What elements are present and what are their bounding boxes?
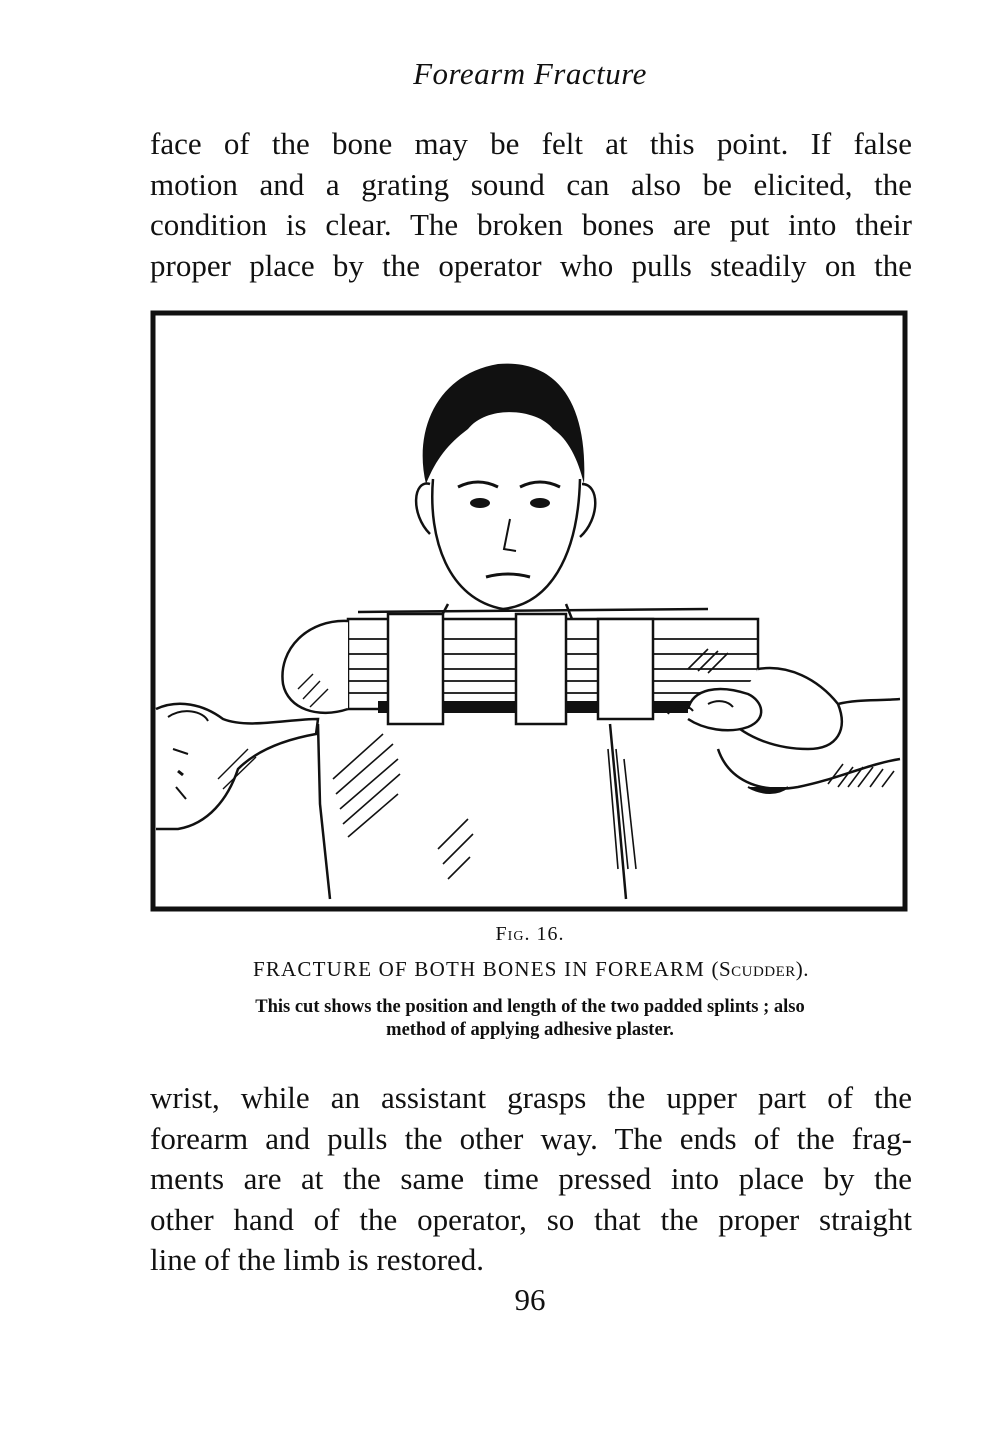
text-line: other hand of the operator, so that the proper straight (150, 1201, 912, 1237)
page-number: 96 (514, 1282, 546, 1317)
figure-description-line: method of applying adhesive plaster. (386, 1020, 674, 1040)
text-line: motion and a grating sound can also be elicited, the (150, 166, 912, 202)
text-line: forearm and pulls the other way. The ends of the frag- (150, 1120, 912, 1156)
figure-credit: (Scudder). (711, 957, 810, 981)
body-paragraph-top (150, 124, 912, 286)
figure-description-line: This cut shows the position and length of the two padded splints ; also (255, 997, 805, 1017)
figure-illustration (148, 309, 908, 913)
figure-description (146, 996, 914, 1042)
forearm-splint-illustration (148, 309, 908, 913)
text-line: proper place by the operator who pulls steadily on the (150, 247, 912, 283)
text-line: face of the bone may be felt at this point. If false (150, 126, 912, 161)
text-line: ments are at the same time pressed into place by the (150, 1161, 912, 1196)
figure-label: Fig. 16. (495, 923, 565, 945)
body-paragraph-bottom (150, 1078, 912, 1281)
text-line: condition is clear. The broken bones are put into their (150, 207, 912, 242)
text-line: wrist, while an assistant grasps the upper part of the (150, 1080, 912, 1115)
running-head: Forearm Fracture (413, 56, 647, 91)
figure-title (150, 957, 912, 982)
figure-title-text: FRACTURE OF BOTH BONES IN FOREARM (252, 957, 706, 981)
text-line: line of the limb is restored. (150, 1242, 485, 1277)
